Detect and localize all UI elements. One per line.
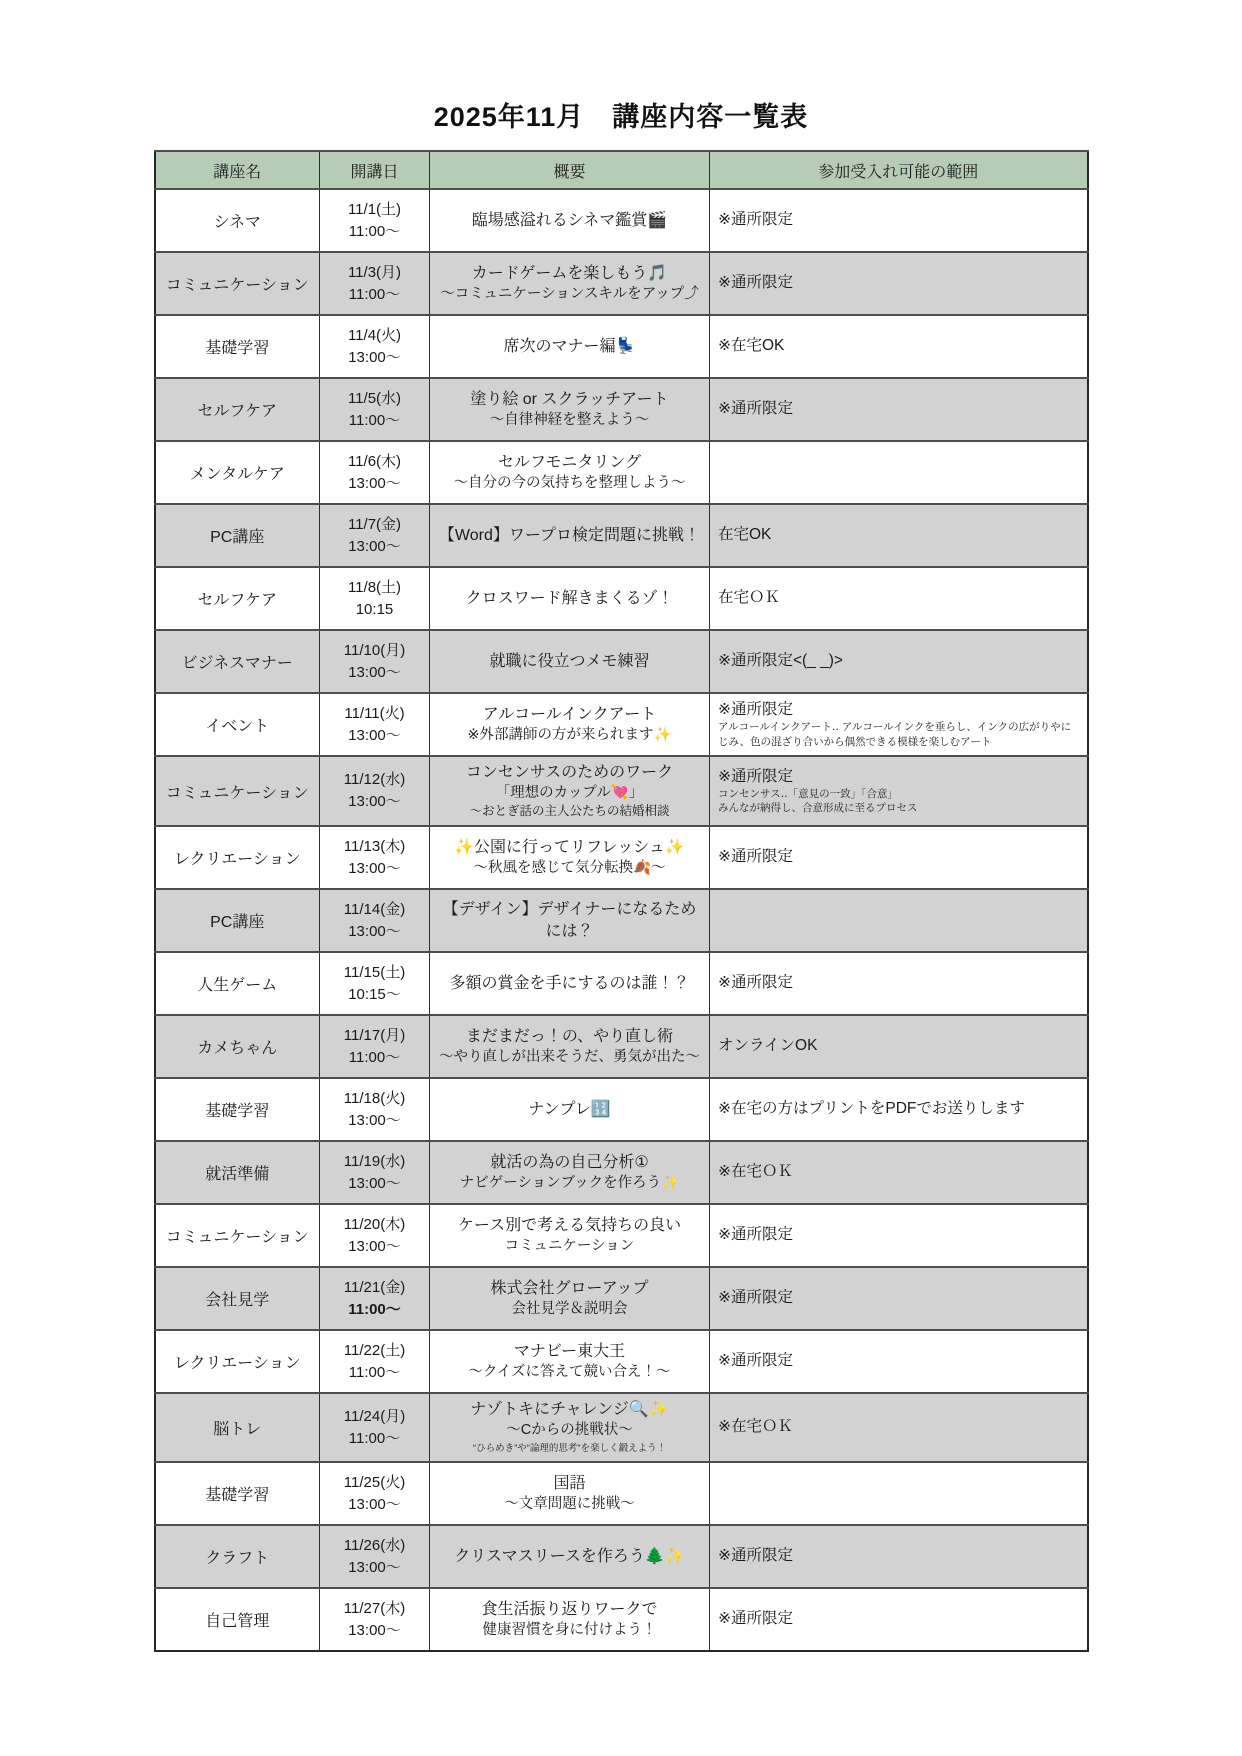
date-cell xyxy=(320,315,430,378)
summary-line: ～Cからの挑戦状～ xyxy=(506,1421,633,1438)
table-row xyxy=(155,189,1088,252)
range-note-line: コンセンサス‥「意見の一致」「合意」 xyxy=(718,787,898,800)
date-cell xyxy=(320,952,430,1015)
summary-line: ～やり直しが出来そうだ、勇気が出た～ xyxy=(439,1048,700,1065)
course-name-cell: PC講座 xyxy=(155,889,320,952)
time-text: 10:15～ xyxy=(348,985,401,1003)
summary-line: クリスマスリースを作ろう🌲✨ xyxy=(454,1547,685,1565)
date-cell xyxy=(320,1015,430,1078)
time-text: 11:00～ xyxy=(348,1363,401,1381)
summary-line: まだまだっ！の、やり直し術 xyxy=(465,1027,674,1045)
range-text: ※通所限定 xyxy=(718,211,793,229)
date-text: 11/15(土) xyxy=(343,963,406,981)
range-cell xyxy=(710,889,1088,952)
summary-cell xyxy=(430,1204,710,1267)
date-text: 11/10(月) xyxy=(343,641,406,659)
header-participation-range: 参加受入れ可能の範囲 xyxy=(710,151,1088,189)
date-cell xyxy=(320,1330,430,1393)
date-text: 11/14(金) xyxy=(343,900,406,918)
summary-line: ～文章問題に挑戦～ xyxy=(504,1495,635,1512)
summary-cell xyxy=(430,504,710,567)
course-name-cell: ビジネスマナー xyxy=(155,630,320,693)
summary-line: カードゲームを楽しもう🎵 xyxy=(471,264,668,282)
table-row xyxy=(155,693,1088,756)
range-cell xyxy=(710,1525,1088,1588)
table-row xyxy=(155,1330,1088,1393)
date-cell xyxy=(320,693,430,756)
summary-line: 【Word】ワープロ検定問題に挑戦！ xyxy=(438,526,701,544)
course-name-cell: 基礎学習 xyxy=(155,1078,320,1141)
summary-cell xyxy=(430,378,710,441)
range-text: ※通所限定 xyxy=(718,767,793,785)
range-text: ※在宅ＯＫ xyxy=(718,1418,793,1436)
range-text: 在宅ＯＫ xyxy=(718,589,781,607)
range-cell xyxy=(710,1588,1088,1651)
range-text: ※通所限定 xyxy=(718,974,793,992)
range-cell xyxy=(710,826,1088,889)
summary-cell xyxy=(430,1267,710,1330)
date-cell xyxy=(320,826,430,889)
range-text: ※通所限定 xyxy=(718,1547,793,1565)
date-text: 11/21(金) xyxy=(343,1278,406,1296)
time-text: 11:00～ xyxy=(348,411,401,429)
course-name-cell: レクリエーション xyxy=(155,826,320,889)
date-text: 11/6(木) xyxy=(347,452,402,470)
range-cell xyxy=(710,504,1088,567)
summary-line: ～コミュニケーションスキルをアップ⤴ xyxy=(440,285,699,302)
date-text: 11/22(土) xyxy=(343,1341,406,1359)
time-text: 13:00～ xyxy=(348,474,401,492)
course-name-cell: レクリエーション xyxy=(155,1330,320,1393)
page-title: 2025年11月 講座内容一覧表 xyxy=(433,102,809,132)
table-row xyxy=(155,756,1088,826)
date-cell xyxy=(320,1078,430,1141)
date-cell xyxy=(320,1462,430,1525)
header-start-date: 開講日 xyxy=(320,151,430,189)
course-name-cell: イベント xyxy=(155,693,320,756)
summary-line: コンセンサスのためのワーク xyxy=(465,764,674,781)
summary-line: 臨場感溢れるシネマ鑑賞🎬 xyxy=(471,211,668,229)
summary-line: ※外部講師の方が来られます✨ xyxy=(467,726,672,743)
date-text: 11/19(水) xyxy=(343,1152,406,1170)
range-cell xyxy=(710,693,1088,756)
date-text: 11/1(土) xyxy=(347,200,402,218)
summary-cell xyxy=(430,826,710,889)
date-cell xyxy=(320,567,430,630)
summary-line: ナゾトキにチャレンジ🔍✨ xyxy=(470,1401,669,1419)
table-row xyxy=(155,378,1088,441)
date-text: 11/18(火) xyxy=(343,1089,406,1107)
summary-line: ナビゲーションブックを作ろう✨ xyxy=(459,1174,680,1191)
range-text: ※在宅ＯＫ xyxy=(718,1163,793,1181)
table-row xyxy=(155,630,1088,693)
range-text: ※通所限定 xyxy=(718,274,793,292)
time-text: 11:00～ xyxy=(348,285,401,303)
header-summary: 概要 xyxy=(430,151,710,189)
range-text: 在宅OK xyxy=(718,526,772,544)
table-row xyxy=(155,1078,1088,1141)
range-cell xyxy=(710,441,1088,504)
course-name-cell: シネマ xyxy=(155,189,320,252)
table-row xyxy=(155,826,1088,889)
date-text: 11/12(水) xyxy=(343,771,406,789)
range-cell xyxy=(710,630,1088,693)
summary-line: ～おとぎ話の主人公たちの結婚相談 xyxy=(469,804,670,819)
table-row xyxy=(155,1141,1088,1204)
course-name-cell: 基礎学習 xyxy=(155,1462,320,1525)
date-text: 11/25(火) xyxy=(343,1473,406,1491)
summary-cell xyxy=(430,1393,710,1462)
table-row xyxy=(155,567,1088,630)
course-name-cell: 会社見学 xyxy=(155,1267,320,1330)
range-cell xyxy=(710,1204,1088,1267)
time-text: 11:00～ xyxy=(348,1048,401,1066)
range-text: ※通所限定 xyxy=(718,848,793,866)
time-text: 13:00～ xyxy=(348,1621,401,1639)
date-text: 11/7(金) xyxy=(347,515,402,533)
summary-cell xyxy=(430,1330,710,1393)
range-cell xyxy=(710,1267,1088,1330)
range-text: ※通所限定<(_ _)> xyxy=(718,652,843,670)
summary-cell xyxy=(430,567,710,630)
time-text: 13:00～ xyxy=(348,1174,401,1192)
range-text: ※通所限定 xyxy=(718,400,793,418)
table-row xyxy=(155,952,1088,1015)
table-row xyxy=(155,1588,1088,1651)
summary-line: 多額の賞金を手にするのは誰！？ xyxy=(449,974,690,992)
range-text: ※通所限定 xyxy=(718,1352,793,1370)
time-text: 13:00～ xyxy=(348,793,401,811)
time-text: 13:00～ xyxy=(348,663,401,681)
summary-line: 【デザイン】デザイナーになるためには？ xyxy=(442,900,697,940)
date-text: 11/27(木) xyxy=(343,1599,406,1617)
date-text: 11/24(月) xyxy=(343,1407,406,1425)
summary-note: “ひらめき”や“論理的思考”を楽しく鍛えよう！ xyxy=(472,1443,667,1455)
summary-line: クロスワード解きまくるゾ！ xyxy=(465,589,674,607)
course-name-cell: セルフケア xyxy=(155,378,320,441)
time-text: 13:00～ xyxy=(348,1111,401,1129)
range-cell xyxy=(710,567,1088,630)
date-cell xyxy=(320,378,430,441)
summary-cell xyxy=(430,693,710,756)
date-text: 11/17(月) xyxy=(343,1026,406,1044)
summary-line: 就活の為の自己分析① xyxy=(490,1153,649,1171)
summary-line: 国語 xyxy=(553,1474,586,1492)
summary-cell xyxy=(430,1525,710,1588)
course-name-cell: PC講座 xyxy=(155,504,320,567)
table-row xyxy=(155,889,1088,952)
range-cell xyxy=(710,1462,1088,1525)
range-cell xyxy=(710,952,1088,1015)
course-name-cell: コミュニケーション xyxy=(155,252,320,315)
table-row xyxy=(155,441,1088,504)
summary-cell xyxy=(430,252,710,315)
date-cell xyxy=(320,1267,430,1330)
time-text: 13:00～ xyxy=(348,1237,401,1255)
summary-cell xyxy=(430,952,710,1015)
range-cell xyxy=(710,1330,1088,1393)
summary-cell xyxy=(430,1141,710,1204)
summary-line: コミュニケーション xyxy=(504,1237,635,1254)
course-name-cell: セルフケア xyxy=(155,567,320,630)
range-cell xyxy=(710,1141,1088,1204)
course-name-cell: コミュニケーション xyxy=(155,1204,320,1267)
summary-line: ～自律神経を整えよう～ xyxy=(489,411,650,428)
table-row xyxy=(155,504,1088,567)
date-text: 11/11(火) xyxy=(344,704,405,722)
summary-cell xyxy=(430,756,710,826)
table-row xyxy=(155,315,1088,378)
range-text: ※通所限定 xyxy=(718,701,793,719)
summary-line: セルフモニタリング xyxy=(497,453,642,471)
course-name-cell: 自己管理 xyxy=(155,1588,320,1651)
date-text: 11/3(月) xyxy=(347,263,402,281)
summary-line: マナビー東大王 xyxy=(513,1342,626,1360)
date-text: 11/5(水) xyxy=(347,389,402,407)
summary-line: 「理想のカップル💘」 xyxy=(495,784,644,801)
range-cell xyxy=(710,252,1088,315)
date-cell xyxy=(320,252,430,315)
summary-line: 健康習慣を身に付けよう！ xyxy=(482,1621,657,1638)
summary-cell xyxy=(430,1078,710,1141)
date-cell xyxy=(320,504,430,567)
time-text: 11:00～ xyxy=(348,1429,401,1447)
summary-cell xyxy=(430,1588,710,1651)
table-row xyxy=(155,1462,1088,1525)
range-text: ※在宅OK xyxy=(718,337,785,355)
time-text: 13:00～ xyxy=(348,1495,401,1513)
course-name-cell: 人生ゲーム xyxy=(155,952,320,1015)
table-row xyxy=(155,252,1088,315)
range-note-line: アルコールインクアート‥ アルコールインクを垂らし、インクの広がりやにじみ、色の混ざり合いから偶然できる模様を楽しむアート xyxy=(718,721,1072,748)
date-cell xyxy=(320,1204,430,1267)
range-cell xyxy=(710,315,1088,378)
time-text: 13:00～ xyxy=(348,859,401,877)
course-schedule-table xyxy=(154,150,1089,1652)
summary-line: 席次のマナー編💺 xyxy=(503,337,636,355)
summary-line: ✨公園に行ってリフレッシュ✨ xyxy=(454,838,685,856)
date-cell xyxy=(320,1393,430,1462)
range-text: オンラインOK xyxy=(718,1037,818,1055)
summary-cell xyxy=(430,1015,710,1078)
course-name-cell: メンタルケア xyxy=(155,441,320,504)
table-row xyxy=(155,1267,1088,1330)
summary-line: アルコールインクアート xyxy=(482,705,657,723)
date-cell xyxy=(320,1588,430,1651)
course-name-cell: 就活準備 xyxy=(155,1141,320,1204)
summary-line: 塗り絵 or スクラッチアート xyxy=(470,390,669,408)
time-text: 11:00～ xyxy=(348,222,401,240)
summary-line: ナンプレ🔢 xyxy=(528,1100,611,1118)
course-name-cell: 基礎学習 xyxy=(155,315,320,378)
summary-cell xyxy=(430,189,710,252)
range-cell xyxy=(710,189,1088,252)
summary-cell xyxy=(430,441,710,504)
summary-cell xyxy=(430,1462,710,1525)
course-table-body xyxy=(155,189,1088,1651)
summary-cell xyxy=(430,630,710,693)
range-cell xyxy=(710,1078,1088,1141)
table-row xyxy=(155,1015,1088,1078)
range-cell xyxy=(710,1393,1088,1462)
range-cell xyxy=(710,1015,1088,1078)
time-text: 13:00～ xyxy=(348,537,401,555)
course-name-cell: カメちゃん xyxy=(155,1015,320,1078)
date-cell xyxy=(320,889,430,952)
range-note-line: みんなが納得し、合意形成に至るプロセス xyxy=(718,802,918,815)
date-text: 11/26(水) xyxy=(343,1536,406,1554)
range-text: ※通所限定 xyxy=(718,1610,793,1628)
range-text: ※通所限定 xyxy=(718,1289,793,1307)
time-text: 13:00～ xyxy=(348,922,401,940)
summary-line: ～自分の今の気持ちを整理しよう～ xyxy=(453,474,686,491)
summary-cell xyxy=(430,889,710,952)
course-name-cell: コミュニケーション xyxy=(155,756,320,826)
time-text: 13:00～ xyxy=(348,348,401,366)
range-cell xyxy=(710,378,1088,441)
range-text: ※通所限定 xyxy=(718,1226,793,1244)
summary-line: 会社見学＆説明会 xyxy=(511,1300,628,1317)
header-course-name: 講座名 xyxy=(155,151,320,189)
course-name-cell: 脳トレ xyxy=(155,1393,320,1462)
date-text: 11/20(木) xyxy=(343,1215,406,1233)
date-cell xyxy=(320,441,430,504)
time-text: 13:00～ xyxy=(348,1558,401,1576)
date-cell xyxy=(320,1525,430,1588)
summary-line: 食生活振り返りワークで xyxy=(481,1600,658,1618)
summary-line: ～クイズに答えて競い合え！～ xyxy=(468,1363,671,1380)
date-text: 11/4(火) xyxy=(347,326,402,344)
table-row xyxy=(155,1204,1088,1267)
time-text: 10:15 xyxy=(355,600,394,618)
date-text: 11/8(土) xyxy=(347,578,402,596)
summary-line: 株式会社グローアップ xyxy=(490,1279,649,1297)
date-cell xyxy=(320,1141,430,1204)
table-row xyxy=(155,1393,1088,1462)
summary-line: 就職に役立つメモ練習 xyxy=(489,652,650,670)
course-name-cell: クラフト xyxy=(155,1525,320,1588)
date-text: 11/13(木) xyxy=(343,837,406,855)
time-text: 13:00～ xyxy=(348,726,401,744)
range-text: ※在宅の方はプリントをPDFでお送りします xyxy=(718,1100,1025,1118)
summary-cell xyxy=(430,315,710,378)
table-row xyxy=(155,1525,1088,1588)
date-cell xyxy=(320,189,430,252)
table-header-row xyxy=(155,151,1088,189)
date-cell xyxy=(320,630,430,693)
summary-line: ケース別で考える気持ちの良い xyxy=(457,1216,682,1234)
time-text: 11:00～ xyxy=(348,1300,401,1318)
range-cell xyxy=(710,756,1088,826)
date-cell xyxy=(320,756,430,826)
summary-line: ～秋風を感じて気分転換🍂～ xyxy=(473,859,666,876)
